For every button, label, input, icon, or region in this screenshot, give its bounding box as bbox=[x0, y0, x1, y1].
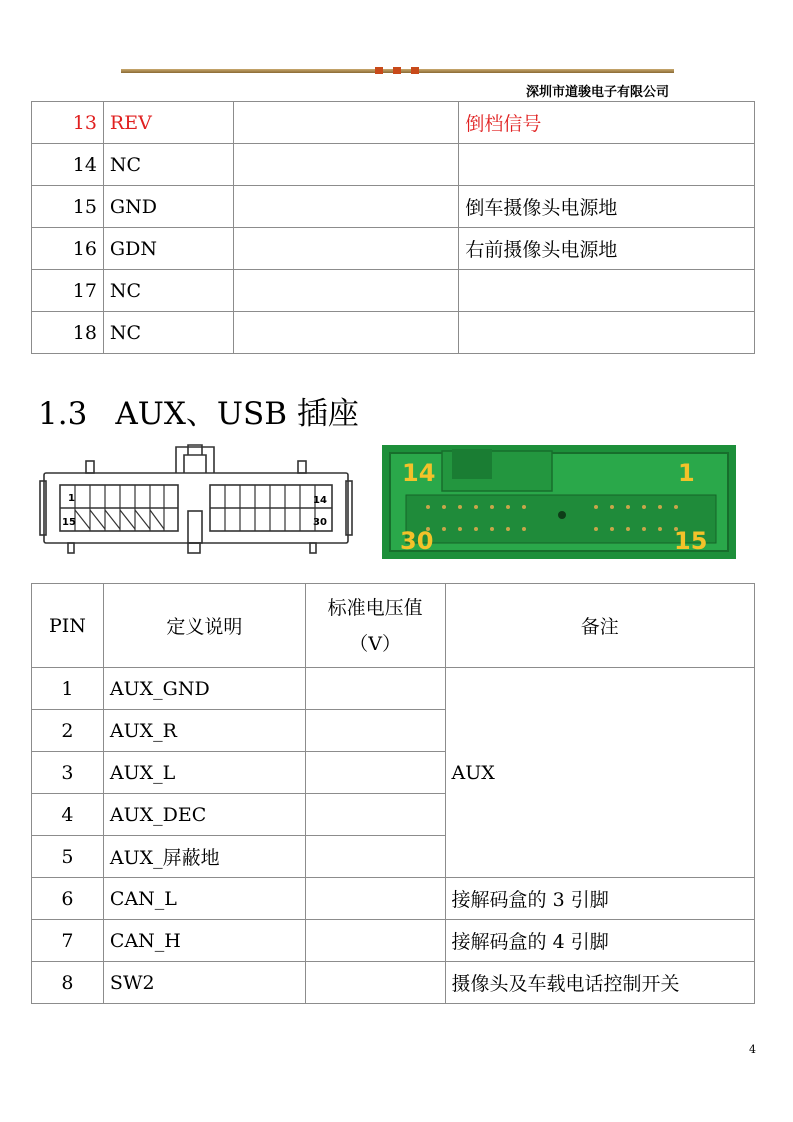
table-row bbox=[32, 270, 755, 312]
table-row bbox=[32, 228, 755, 270]
connector-photo bbox=[382, 445, 736, 559]
drawing-label-pin15: 15 bbox=[62, 517, 76, 528]
pin-number: 16 bbox=[32, 228, 104, 270]
pin-number: 4 bbox=[32, 794, 104, 836]
pin-note bbox=[459, 312, 755, 354]
photo-label-pin30: 30 bbox=[400, 527, 434, 555]
pin-voltage bbox=[305, 710, 445, 752]
table-row bbox=[32, 186, 755, 228]
table-row bbox=[32, 102, 755, 144]
pin-note bbox=[459, 270, 755, 312]
pin-note: 接解码盒的 3 引脚 bbox=[445, 878, 754, 920]
pin-name: GND bbox=[103, 186, 233, 228]
pin-voltage bbox=[305, 962, 445, 1004]
pin-voltage bbox=[233, 312, 459, 354]
header-ornament bbox=[375, 67, 419, 74]
pin-number: 2 bbox=[32, 710, 104, 752]
pin-voltage bbox=[305, 920, 445, 962]
pin-name: AUX_屏蔽地 bbox=[103, 836, 305, 878]
photo-label-pin1: 1 bbox=[678, 459, 695, 487]
pin-name: AUX_R bbox=[103, 710, 305, 752]
pin-note: 倒车摄像头电源地 bbox=[459, 186, 755, 228]
pin-number: 15 bbox=[32, 186, 104, 228]
pin-name: REV bbox=[103, 102, 233, 144]
pin-name: AUX_L bbox=[103, 752, 305, 794]
page-number: 4 bbox=[749, 1043, 756, 1056]
pin-note bbox=[459, 144, 755, 186]
pin-note: 右前摄像头电源地 bbox=[459, 228, 755, 270]
pin-number: 7 bbox=[32, 920, 104, 962]
pin-voltage bbox=[305, 752, 445, 794]
pin-name: AUX_DEC bbox=[103, 794, 305, 836]
pin-voltage bbox=[233, 186, 459, 228]
pin-voltage bbox=[233, 228, 459, 270]
pin-name: NC bbox=[103, 312, 233, 354]
pin-voltage bbox=[233, 144, 459, 186]
pin-voltage bbox=[305, 878, 445, 920]
company-name: 深圳市道骏电子有限公司 bbox=[525, 85, 669, 100]
pin-name: SW2 bbox=[103, 962, 305, 1004]
pin-name: AUX_GND bbox=[103, 668, 305, 710]
header-note: 备注 bbox=[445, 584, 754, 668]
pin-voltage bbox=[305, 836, 445, 878]
pin-voltage bbox=[233, 270, 459, 312]
table-row bbox=[32, 920, 755, 962]
pin-voltage bbox=[233, 102, 459, 144]
table-row bbox=[32, 144, 755, 186]
photo-label-pin14: 14 bbox=[402, 459, 436, 487]
pin-name: NC bbox=[103, 144, 233, 186]
photo-label-pin15: 15 bbox=[674, 527, 708, 555]
aux-usb-pinout-table bbox=[31, 583, 755, 1004]
pin-number: 14 bbox=[32, 144, 104, 186]
pin-number: 5 bbox=[32, 836, 104, 878]
pin-name: NC bbox=[103, 270, 233, 312]
pin-number: 3 bbox=[32, 752, 104, 794]
pin-number: 1 bbox=[32, 668, 104, 710]
pin-name: CAN_H bbox=[103, 920, 305, 962]
section-title: AUX、USB 插座 bbox=[115, 396, 359, 432]
pin-number: 6 bbox=[32, 878, 104, 920]
pin-name: CAN_L bbox=[103, 878, 305, 920]
pin-note: 摄像头及车载电话控制开关 bbox=[445, 962, 754, 1004]
header-voltage-line2: （V） bbox=[349, 632, 401, 655]
header-voltage bbox=[305, 584, 445, 668]
drawing-label-pin1: 1 bbox=[68, 493, 75, 504]
connector-drawing bbox=[38, 441, 354, 557]
header-pin: PIN bbox=[32, 584, 104, 668]
pin-number: 13 bbox=[32, 102, 104, 144]
drawing-label-pin30: 30 bbox=[313, 517, 327, 528]
table-row bbox=[32, 668, 755, 710]
table-row bbox=[32, 312, 755, 354]
pin-note: 倒档信号 bbox=[459, 102, 755, 144]
pinout-table-continued bbox=[31, 101, 755, 354]
header-voltage-line1: 标准电压值 bbox=[327, 596, 423, 619]
table-header-row bbox=[32, 584, 755, 668]
pin-number: 17 bbox=[32, 270, 104, 312]
header-definition: 定义说明 bbox=[103, 584, 305, 668]
section-number: 1.3 bbox=[38, 396, 88, 432]
drawing-label-pin14: 14 bbox=[313, 495, 327, 506]
pin-name: GDN bbox=[103, 228, 233, 270]
pin-number: 8 bbox=[32, 962, 104, 1004]
pin-number: 18 bbox=[32, 312, 104, 354]
table-row bbox=[32, 878, 755, 920]
pin-voltage bbox=[305, 668, 445, 710]
pin-note: 接解码盒的 4 引脚 bbox=[445, 920, 754, 962]
table-row bbox=[32, 962, 755, 1004]
pin-voltage bbox=[305, 794, 445, 836]
section-heading bbox=[38, 388, 359, 433]
pin-note-merged: AUX bbox=[445, 668, 754, 878]
